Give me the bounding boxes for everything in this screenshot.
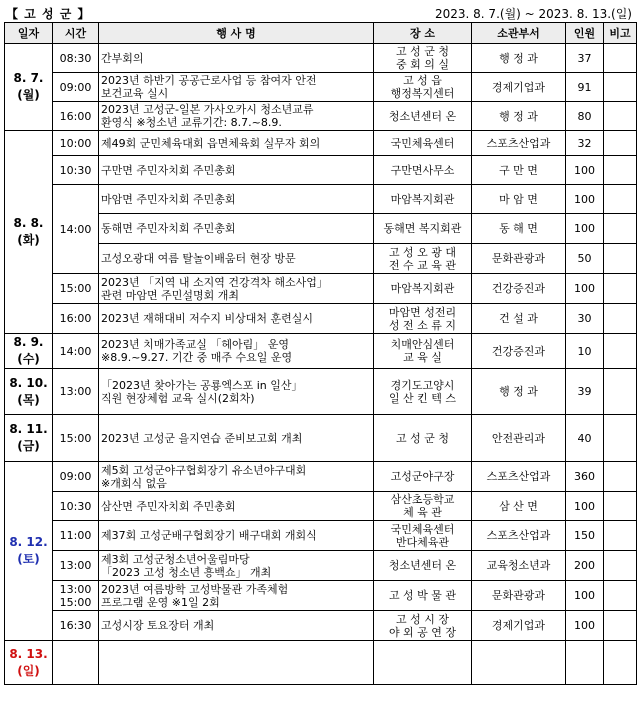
place-cell: 마암복지회관 [374, 274, 472, 304]
event-cell: 「2023년 찾아가는 공룡엑스포 in 일산」 직원 현장체험 교육 실시(2회차) [99, 369, 374, 415]
note-cell [604, 415, 637, 462]
people-cell: 39 [566, 369, 604, 415]
time-cell: 14:00 [53, 334, 99, 369]
dept-cell: 경제기업과 [472, 73, 566, 102]
place-cell: 치매안심센터 교 육 실 [374, 334, 472, 369]
place-cell: 국민체육센터 반다체육관 [374, 521, 472, 551]
note-cell [604, 641, 637, 685]
time-cell: 15:00 [53, 415, 99, 462]
event-cell: 2023년 고성군 을지연습 준비보고회 개최 [99, 415, 374, 462]
note-cell [604, 214, 637, 244]
people-cell: 37 [566, 44, 604, 73]
time-cell: 13:00 [53, 369, 99, 415]
time-cell: 09:00 [53, 462, 99, 492]
table-row [5, 274, 637, 304]
people-cell: 50 [566, 244, 604, 274]
note-cell [604, 551, 637, 581]
place-cell: 고성군야구장 [374, 462, 472, 492]
page-title: 【 고 성 군 】 [6, 7, 91, 21]
table-row [5, 521, 637, 551]
people-cell: 100 [566, 214, 604, 244]
event-cell: 2023년 여름방학 고성박물관 가족체험 프로그램 운영 ※1일 2회 [99, 581, 374, 611]
table-row [5, 462, 637, 492]
note-cell [604, 462, 637, 492]
place-cell: 마암면 성전리 성 전 소 류 지 [374, 304, 472, 334]
event-cell [99, 641, 374, 685]
people-cell: 40 [566, 415, 604, 462]
date-cell: 8. 8. (화) [5, 131, 53, 334]
table-row [5, 244, 637, 274]
date-cell: 8. 7. (월) [5, 44, 53, 131]
dept-cell: 안전관리과 [472, 415, 566, 462]
table-row [5, 334, 637, 369]
time-cell: 08:30 [53, 44, 99, 73]
dept-cell: 마 암 면 [472, 185, 566, 214]
note-cell [604, 44, 637, 73]
dept-cell: 구 만 면 [472, 156, 566, 185]
date-cell: 8. 12. (토) [5, 462, 53, 641]
place-cell: 동해면 복지회관 [374, 214, 472, 244]
dept-cell: 스포츠산업과 [472, 131, 566, 156]
event-cell: 2023년 하반기 공공근로사업 등 참여자 안전 보건교육 실시 [99, 73, 374, 102]
time-cell: 13:00 15:00 [53, 581, 99, 611]
time-cell: 10:30 [53, 156, 99, 185]
place-cell: 경기도고양시 일 산 킨 텍 스 [374, 369, 472, 415]
note-cell [604, 521, 637, 551]
event-cell: 동해면 주민자치회 주민총회 [99, 214, 374, 244]
place-cell: 고 성 오 광 대 전 수 교 육 관 [374, 244, 472, 274]
note-cell [604, 304, 637, 334]
table-row [5, 611, 637, 641]
place-cell: 청소년센터 온 [374, 102, 472, 131]
dept-cell: 스포츠산업과 [472, 521, 566, 551]
place-cell: 청소년센터 온 [374, 551, 472, 581]
event-cell: 2023년 치매가족교실 「헤아림」 운영 ※8.9.~9.27. 기간 중 매주 수요일 운영 [99, 334, 374, 369]
dept-cell: 문화관광과 [472, 581, 566, 611]
place-cell: 마암복지회관 [374, 185, 472, 214]
event-cell: 고성시장 토요장터 개최 [99, 611, 374, 641]
place-cell: 국민체육센터 [374, 131, 472, 156]
table-row [5, 641, 637, 685]
date-cell: 8. 9. (수) [5, 334, 53, 369]
dept-cell: 건강증진과 [472, 274, 566, 304]
people-cell: 100 [566, 185, 604, 214]
event-cell: 2023년 재해대비 저수지 비상대처 훈련실시 [99, 304, 374, 334]
date-range: 2023. 8. 7.(월) ~ 2023. 8. 13.(일) [435, 7, 632, 21]
note-cell [604, 492, 637, 521]
place-cell: 고 성 박 물 관 [374, 581, 472, 611]
place-cell: 고 성 군 청 [374, 415, 472, 462]
event-cell: 제3회 고성군청소년어울림마당 「2023 고성 청소년 흥백쇼」 개최 [99, 551, 374, 581]
date-cell: 8. 11. (금) [5, 415, 53, 462]
people-cell: 100 [566, 581, 604, 611]
dept-cell: 건 설 과 [472, 304, 566, 334]
date-cell: 8. 13. (일) [5, 641, 53, 685]
table-row [5, 581, 637, 611]
note-cell [604, 369, 637, 415]
place-cell [374, 641, 472, 685]
col-note: 비고 [604, 23, 637, 44]
time-cell: 16:00 [53, 102, 99, 131]
col-place: 장 소 [374, 23, 472, 44]
event-cell: 구만면 주민자치회 주민총회 [99, 156, 374, 185]
people-cell: 10 [566, 334, 604, 369]
people-cell: 150 [566, 521, 604, 551]
people-cell: 30 [566, 304, 604, 334]
col-dept: 소관부서 [472, 23, 566, 44]
table-row [5, 185, 637, 214]
note-cell [604, 185, 637, 214]
col-people: 인원 [566, 23, 604, 44]
time-cell: 16:30 [53, 611, 99, 641]
dept-cell: 행 정 과 [472, 102, 566, 131]
note-cell [604, 131, 637, 156]
col-time: 시간 [53, 23, 99, 44]
table-row [5, 214, 637, 244]
dept-cell: 동 해 면 [472, 214, 566, 244]
event-cell: 제49회 군민체육대회 읍면체육회 실무자 회의 [99, 131, 374, 156]
event-cell: 삼산면 주민자치회 주민총회 [99, 492, 374, 521]
place-cell: 구만면사무소 [374, 156, 472, 185]
time-cell: 10:00 [53, 131, 99, 156]
note-cell [604, 102, 637, 131]
note-cell [604, 244, 637, 274]
event-cell: 제37회 고성군배구협회장기 배구대회 개회식 [99, 521, 374, 551]
table-row [5, 369, 637, 415]
time-cell: 09:00 [53, 73, 99, 102]
header [6, 5, 634, 23]
place-cell: 삼산초등학교 체 육 관 [374, 492, 472, 521]
people-cell: 200 [566, 551, 604, 581]
time-cell: 14:00 [53, 185, 99, 274]
dept-cell: 행 정 과 [472, 44, 566, 73]
table-row [5, 44, 637, 73]
note-cell [604, 274, 637, 304]
table-row [5, 551, 637, 581]
time-cell: 13:00 [53, 551, 99, 581]
note-cell [604, 581, 637, 611]
dept-cell: 문화관광과 [472, 244, 566, 274]
table-row [5, 102, 637, 131]
schedule-table [4, 22, 637, 685]
time-cell: 10:30 [53, 492, 99, 521]
table-row [5, 73, 637, 102]
dept-cell: 교육청소년과 [472, 551, 566, 581]
time-cell: 16:00 [53, 304, 99, 334]
table-row [5, 156, 637, 185]
table-row [5, 492, 637, 521]
note-cell [604, 156, 637, 185]
people-cell: 100 [566, 492, 604, 521]
people-cell: 100 [566, 274, 604, 304]
event-cell: 마암면 주민자치회 주민총회 [99, 185, 374, 214]
people-cell [566, 641, 604, 685]
table-row [5, 304, 637, 334]
people-cell: 32 [566, 131, 604, 156]
people-cell: 80 [566, 102, 604, 131]
people-cell: 91 [566, 73, 604, 102]
table-row [5, 131, 637, 156]
col-date: 일자 [5, 23, 53, 44]
dept-cell: 스포츠산업과 [472, 462, 566, 492]
date-cell: 8. 10. (목) [5, 369, 53, 415]
people-cell: 100 [566, 156, 604, 185]
dept-cell: 건강증진과 [472, 334, 566, 369]
people-cell: 100 [566, 611, 604, 641]
place-cell: 고 성 읍 행정복지센터 [374, 73, 472, 102]
note-cell [604, 73, 637, 102]
header-row [5, 23, 637, 44]
event-cell: 고성오광대 여름 탈놀이배움터 현장 방문 [99, 244, 374, 274]
event-cell: 2023년 「지역 내 소지역 건강격차 해소사업」 관련 마암면 주민설명회 개최 [99, 274, 374, 304]
dept-cell: 삼 산 면 [472, 492, 566, 521]
dept-cell: 경제기업과 [472, 611, 566, 641]
table-row [5, 415, 637, 462]
event-cell: 2023년 고성군-일본 가사오카시 청소년교류 환영식 ※청소년 교류기간: 8.7.~8.9. [99, 102, 374, 131]
col-event: 행 사 명 [99, 23, 374, 44]
event-cell: 제5회 고성군야구협회장기 유소년야구대회 ※개회식 없음 [99, 462, 374, 492]
dept-cell: 행 정 과 [472, 369, 566, 415]
time-cell [53, 641, 99, 685]
people-cell: 360 [566, 462, 604, 492]
place-cell: 고 성 군 청 중 회 의 실 [374, 44, 472, 73]
note-cell [604, 611, 637, 641]
event-cell: 간부회의 [99, 44, 374, 73]
time-cell: 15:00 [53, 274, 99, 304]
place-cell: 고 성 시 장 야 외 공 연 장 [374, 611, 472, 641]
note-cell [604, 334, 637, 369]
time-cell: 11:00 [53, 521, 99, 551]
dept-cell [472, 641, 566, 685]
